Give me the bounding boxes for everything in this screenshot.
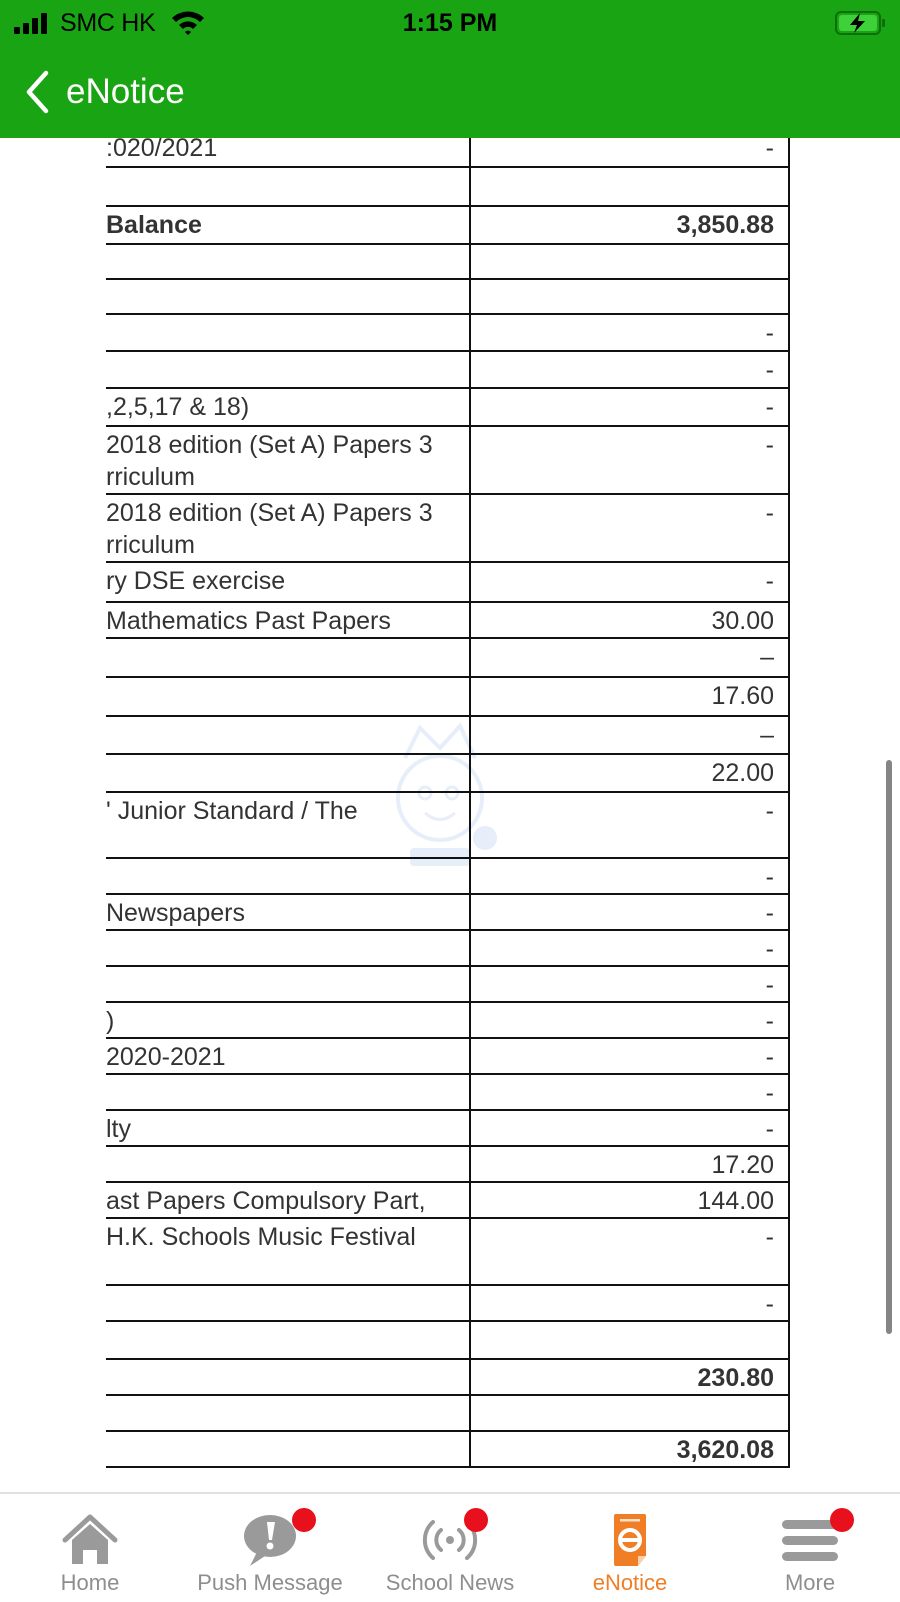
- description-line: ' Junior Standard / The: [106, 797, 358, 825]
- row-description: [106, 677, 470, 716]
- table-row: [106, 1359, 789, 1395]
- row-amount: -: [470, 792, 789, 858]
- row-description: [106, 1146, 470, 1182]
- row-description: [106, 638, 470, 677]
- description-line: lty: [106, 1115, 131, 1143]
- row-description: [106, 562, 470, 602]
- table-row: [106, 1182, 789, 1218]
- row-amount: -: [470, 494, 789, 562]
- row-amount: -: [470, 314, 789, 351]
- row-description: [106, 167, 470, 206]
- table-row: [106, 426, 789, 494]
- row-amount: –: [470, 716, 789, 754]
- navigation-bar: [0, 46, 900, 138]
- table-row: [106, 1002, 789, 1038]
- row-description: [106, 1038, 470, 1074]
- row-amount: 17.20: [470, 1146, 789, 1182]
- row-amount: 22.00: [470, 754, 789, 792]
- row-description: [106, 351, 470, 388]
- vertical-scrollbar[interactable]: [886, 760, 892, 1334]
- row-amount: -: [470, 858, 789, 894]
- description-line: :020/2021: [106, 138, 218, 162]
- battery-charging-icon: [835, 11, 887, 35]
- tab-label: Home: [60, 1570, 120, 1595]
- row-description: [106, 792, 470, 858]
- table-row: [106, 1395, 789, 1431]
- table-row: [106, 1110, 789, 1146]
- enotice-icon: [600, 1512, 660, 1568]
- carrier-name: SMC HK: [60, 9, 156, 37]
- row-amount: 17.60: [470, 677, 789, 716]
- row-description: [106, 1395, 470, 1431]
- row-description: [106, 754, 470, 792]
- row-amount: -: [470, 388, 789, 426]
- tab-label: Push Message: [197, 1570, 343, 1595]
- notification-badge: [464, 1508, 488, 1532]
- row-description: [106, 1321, 470, 1359]
- description-line: 2018 edition (Set A) Papers 3: [106, 431, 433, 459]
- row-description: [106, 1110, 470, 1146]
- table-row: [106, 1218, 789, 1285]
- row-description: [106, 244, 470, 279]
- row-description: [106, 894, 470, 930]
- description-line: Balance: [106, 211, 202, 239]
- tab-label: More: [784, 1570, 836, 1595]
- row-amount: -: [470, 562, 789, 602]
- row-amount: -: [470, 930, 789, 966]
- home-icon: [60, 1512, 120, 1568]
- table-row: [106, 966, 789, 1002]
- push-message-icon: [240, 1512, 300, 1568]
- table-row: [106, 677, 789, 716]
- table-row: [106, 279, 789, 314]
- tab-label: School News: [385, 1570, 515, 1595]
- bottom-tab-bar: [0, 1492, 900, 1600]
- row-amount: [470, 1395, 789, 1431]
- row-description: [106, 426, 470, 494]
- row-description: [106, 279, 470, 314]
- row-amount: -: [470, 138, 789, 167]
- description-line: H.K. Schools Music Festival: [106, 1223, 416, 1251]
- row-amount: 144.00: [470, 1182, 789, 1218]
- row-amount: -: [470, 1218, 789, 1285]
- chevron-left-icon: [24, 70, 50, 114]
- row-description: [106, 494, 470, 562]
- table-row: [106, 388, 789, 426]
- table-row: [106, 1038, 789, 1074]
- row-description: [106, 930, 470, 966]
- tab-home[interactable]: [0, 1494, 180, 1602]
- status-time: 1:15 PM: [402, 9, 498, 37]
- row-amount: -: [470, 1285, 789, 1321]
- row-amount: –: [470, 638, 789, 677]
- description-line: 2018 edition (Set A) Papers 3: [106, 499, 433, 527]
- description-line: ast Papers Compulsory Part,: [106, 1187, 426, 1215]
- table-row: [106, 314, 789, 351]
- row-amount: 3,620.08: [470, 1431, 789, 1467]
- status-bar: [0, 0, 900, 46]
- table-row: [106, 930, 789, 966]
- table-row: [106, 602, 789, 638]
- row-description: [106, 1002, 470, 1038]
- table-row: [106, 754, 789, 792]
- row-amount: -: [470, 1038, 789, 1074]
- table-row: [106, 1431, 789, 1467]
- row-description: [106, 1285, 470, 1321]
- row-amount: -: [470, 1002, 789, 1038]
- row-description: [106, 966, 470, 1002]
- table-row: [106, 494, 789, 562]
- row-description: [106, 314, 470, 351]
- row-description: [106, 1431, 470, 1467]
- app-header: [0, 0, 900, 138]
- row-amount: [470, 167, 789, 206]
- table-row: [106, 1321, 789, 1359]
- table-row: [106, 1146, 789, 1182]
- tab-enotice[interactable]: [540, 1494, 720, 1602]
- description-line-2: rriculum: [106, 463, 195, 491]
- table-row: [106, 792, 789, 858]
- table-row: [106, 858, 789, 894]
- table-row: [106, 244, 789, 279]
- row-amount: [470, 244, 789, 279]
- row-description: [106, 858, 470, 894]
- table-row: [106, 351, 789, 388]
- description-line: ,2,5,17 & 18): [106, 393, 250, 421]
- row-description: [106, 1074, 470, 1110]
- fee-statement-table: [106, 138, 790, 1468]
- table-row: [106, 138, 789, 167]
- tab-label: eNotice: [592, 1570, 668, 1595]
- row-description: [106, 602, 470, 638]
- tab-more[interactable]: [720, 1494, 900, 1602]
- notification-badge: [292, 1508, 316, 1532]
- row-description: [106, 206, 470, 244]
- table-row: [106, 562, 789, 602]
- description-line: ): [106, 1007, 115, 1035]
- table-row: [106, 638, 789, 677]
- row-description: [106, 138, 470, 167]
- tab-school-news[interactable]: [360, 1494, 540, 1602]
- description-line: Newspapers: [106, 899, 245, 927]
- row-amount: 30.00: [470, 602, 789, 638]
- description-line-2: rriculum: [106, 531, 195, 559]
- row-amount: -: [470, 426, 789, 494]
- row-amount: -: [470, 1110, 789, 1146]
- table-row: [106, 1074, 789, 1110]
- notification-badge: [830, 1508, 854, 1532]
- row-description: [106, 716, 470, 754]
- row-amount: -: [470, 1074, 789, 1110]
- tab-push-message[interactable]: [180, 1494, 360, 1602]
- row-description: [106, 1359, 470, 1395]
- back-button[interactable]: [24, 68, 185, 116]
- row-amount: -: [470, 894, 789, 930]
- table-row: [106, 1285, 789, 1321]
- row-description: [106, 388, 470, 426]
- row-amount: -: [470, 966, 789, 1002]
- page-title: eNotice: [66, 72, 185, 111]
- row-amount: -: [470, 351, 789, 388]
- table-row: [106, 894, 789, 930]
- row-amount: 230.80: [470, 1359, 789, 1395]
- row-amount: 3,850.88: [470, 206, 789, 244]
- row-description: [106, 1182, 470, 1218]
- description-line: ry DSE exercise: [106, 567, 286, 595]
- row-amount: [470, 279, 789, 314]
- table-row: [106, 716, 789, 754]
- description-line: Mathematics Past Papers: [106, 607, 391, 635]
- row-amount: [470, 1321, 789, 1359]
- table-row: [106, 167, 789, 206]
- notice-document-view[interactable]: [0, 138, 900, 1492]
- description-line: 2020-2021: [106, 1043, 226, 1071]
- table-row: [106, 206, 789, 244]
- row-description: [106, 1218, 470, 1285]
